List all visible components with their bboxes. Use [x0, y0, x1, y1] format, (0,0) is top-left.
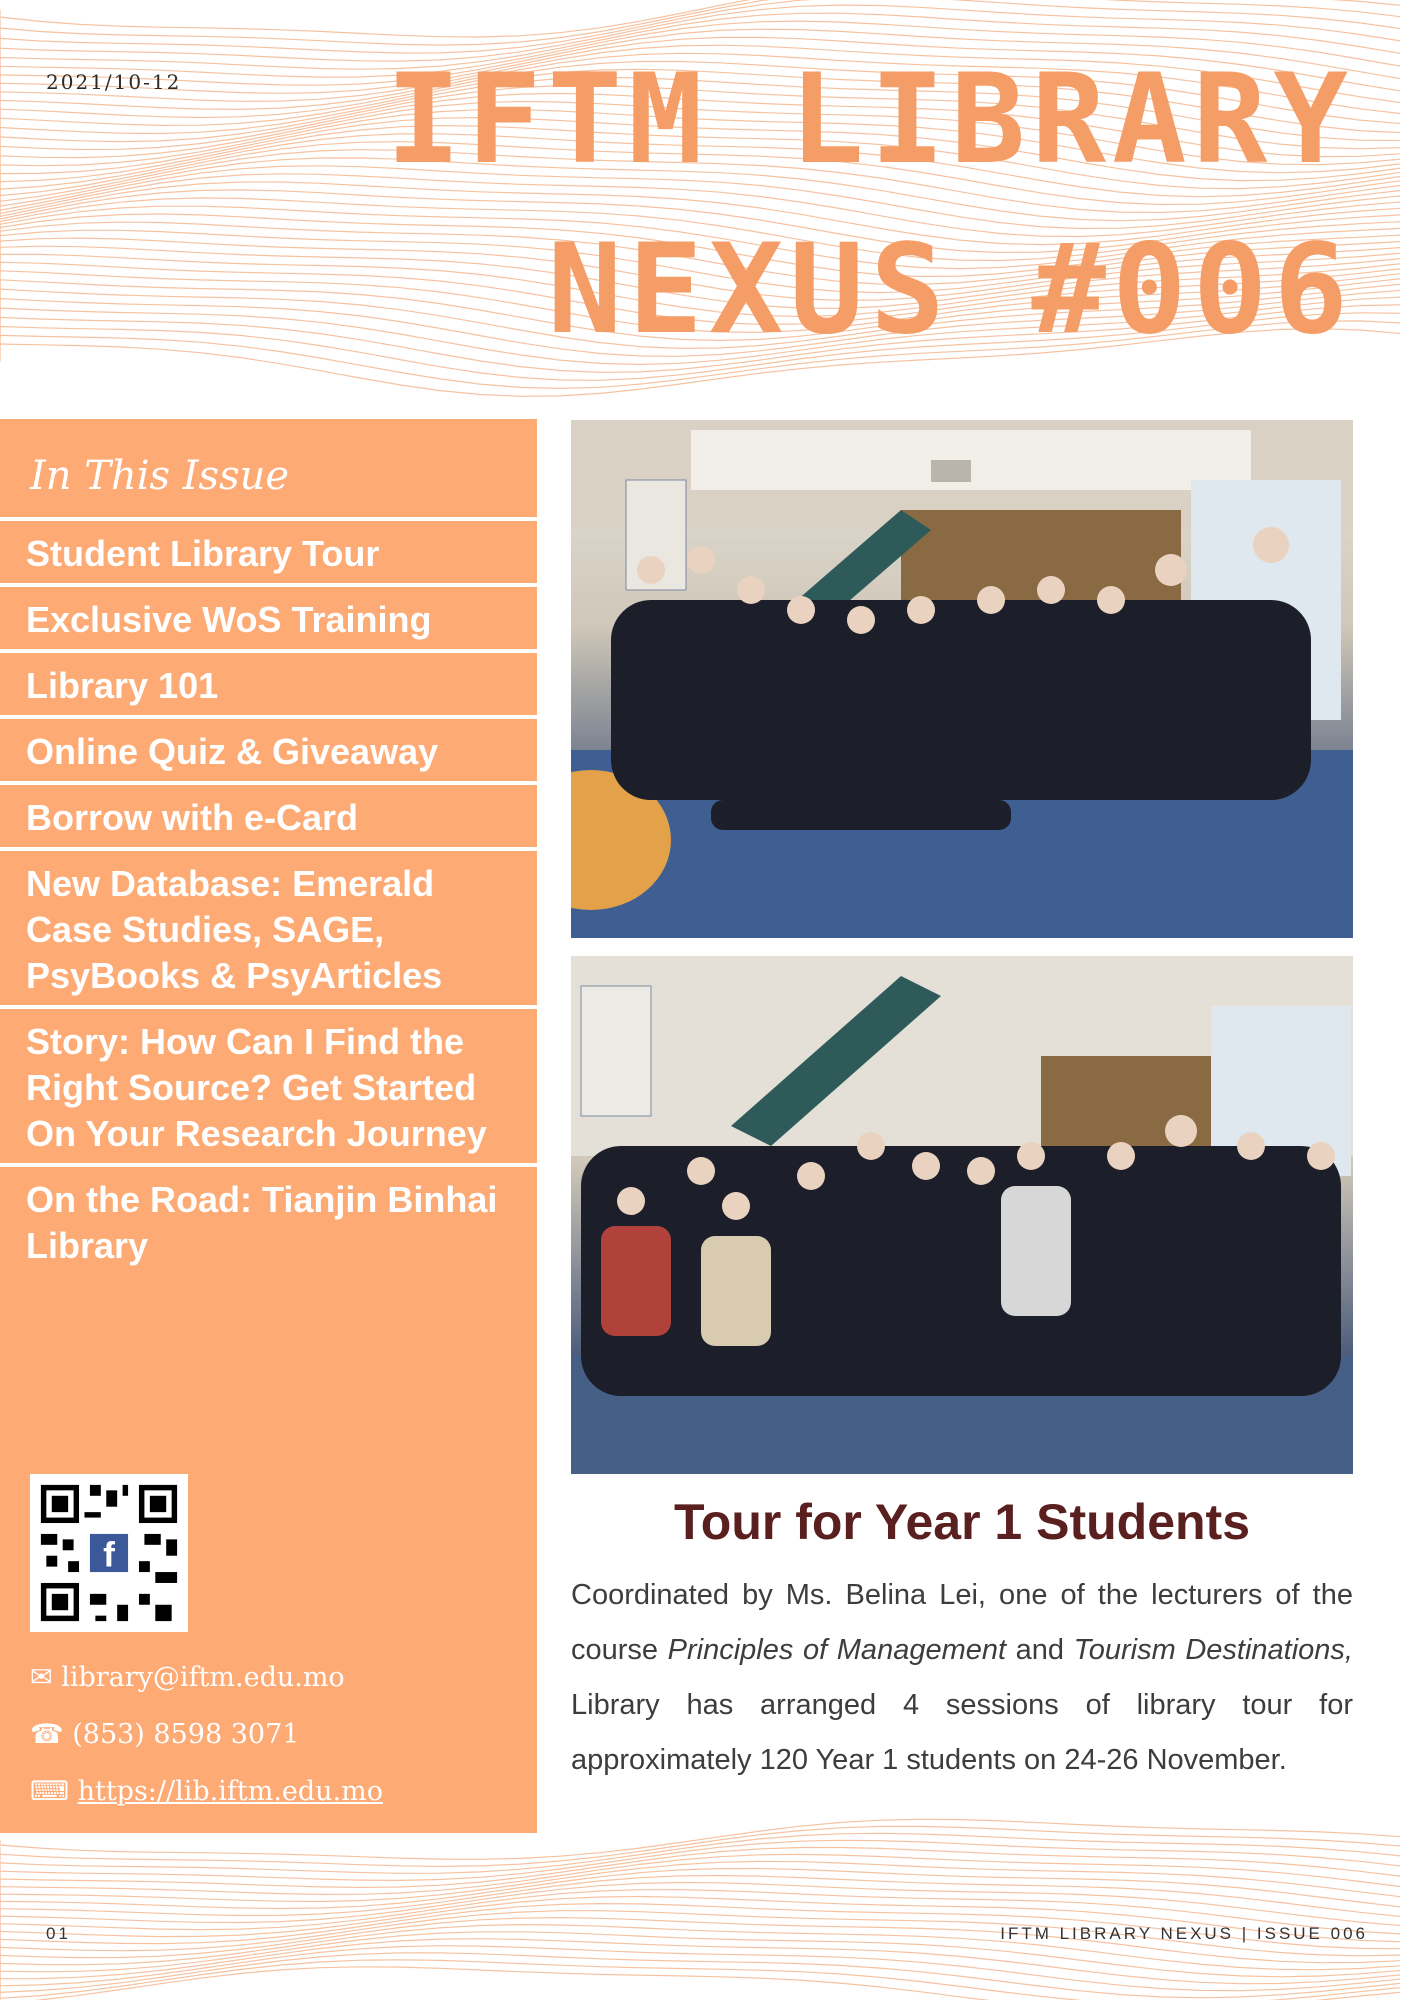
- article-body: [571, 1568, 1353, 1788]
- toc-item[interactable]: New Database: Emerald Case Studies, SAGE, PsyBooks & PsyArticles: [0, 851, 537, 1009]
- article-title: Tour for Year 1 Students: [673, 1494, 1251, 1550]
- toc-item[interactable]: Story: How Can I Find the Right Source? Get Started On Your Research Journey: [0, 1009, 537, 1167]
- photo-illustration: [571, 956, 1353, 1474]
- footer-issue-label: IFTM LIBRARY NEXUS | ISSUE 006: [1000, 1924, 1368, 1943]
- table-of-contents: [0, 521, 537, 1275]
- website-link[interactable]: https://lib.iftm.edu.mo: [77, 1776, 383, 1807]
- course-name: Tourism Destinations,: [1073, 1634, 1353, 1666]
- toc-item[interactable]: Online Quiz & Giveaway: [0, 719, 537, 785]
- newsletter-title-line1: IFTM LIBRARY: [386, 48, 1354, 192]
- photo-illustration: [571, 420, 1353, 938]
- svg-text:f: f: [103, 1534, 115, 1575]
- course-name: Principles of Management: [667, 1634, 1007, 1666]
- in-this-issue-heading: In This Issue: [0, 419, 537, 521]
- article-text: Coordinated by Ms. Belina Lei, one of the lecturers of the course: [571, 1579, 1353, 1666]
- keyboard-icon: ⌨: [30, 1776, 69, 1807]
- toc-item[interactable]: Student Library Tour: [0, 521, 537, 587]
- page-number: 01: [46, 1924, 71, 1943]
- phone-icon: ☎: [30, 1719, 64, 1750]
- issue-date: 2021/10-12: [46, 70, 182, 94]
- email-icon: ✉: [30, 1662, 53, 1693]
- contact-email: [30, 1662, 345, 1693]
- phone-number: (853) 8598 3071: [72, 1719, 300, 1750]
- library-tour-group-photo-1: [571, 420, 1353, 938]
- toc-item[interactable]: On the Road: Tianjin Binhai Library: [26, 1179, 498, 1266]
- toc-item[interactable]: Library 101: [0, 653, 537, 719]
- article-text: and: [1006, 1634, 1074, 1666]
- contact-website: [30, 1776, 383, 1807]
- contact-phone: [30, 1719, 299, 1750]
- newsletter-title-line2: NEXUS #006: [547, 218, 1354, 362]
- in-this-issue-sidebar: [0, 419, 537, 1833]
- email-address[interactable]: library@iftm.edu.mo: [61, 1662, 345, 1693]
- article-text: Library has arranged 4 sessions of library tour for approximately 120 Year 1 students on 24-26 November.: [571, 1689, 1353, 1776]
- toc-item[interactable]: Exclusive WoS Training: [0, 587, 537, 653]
- facebook-qr-code-icon[interactable]: [30, 1474, 188, 1632]
- library-tour-group-photo-2: [571, 956, 1353, 1474]
- toc-item[interactable]: Borrow with e-Card: [0, 785, 537, 851]
